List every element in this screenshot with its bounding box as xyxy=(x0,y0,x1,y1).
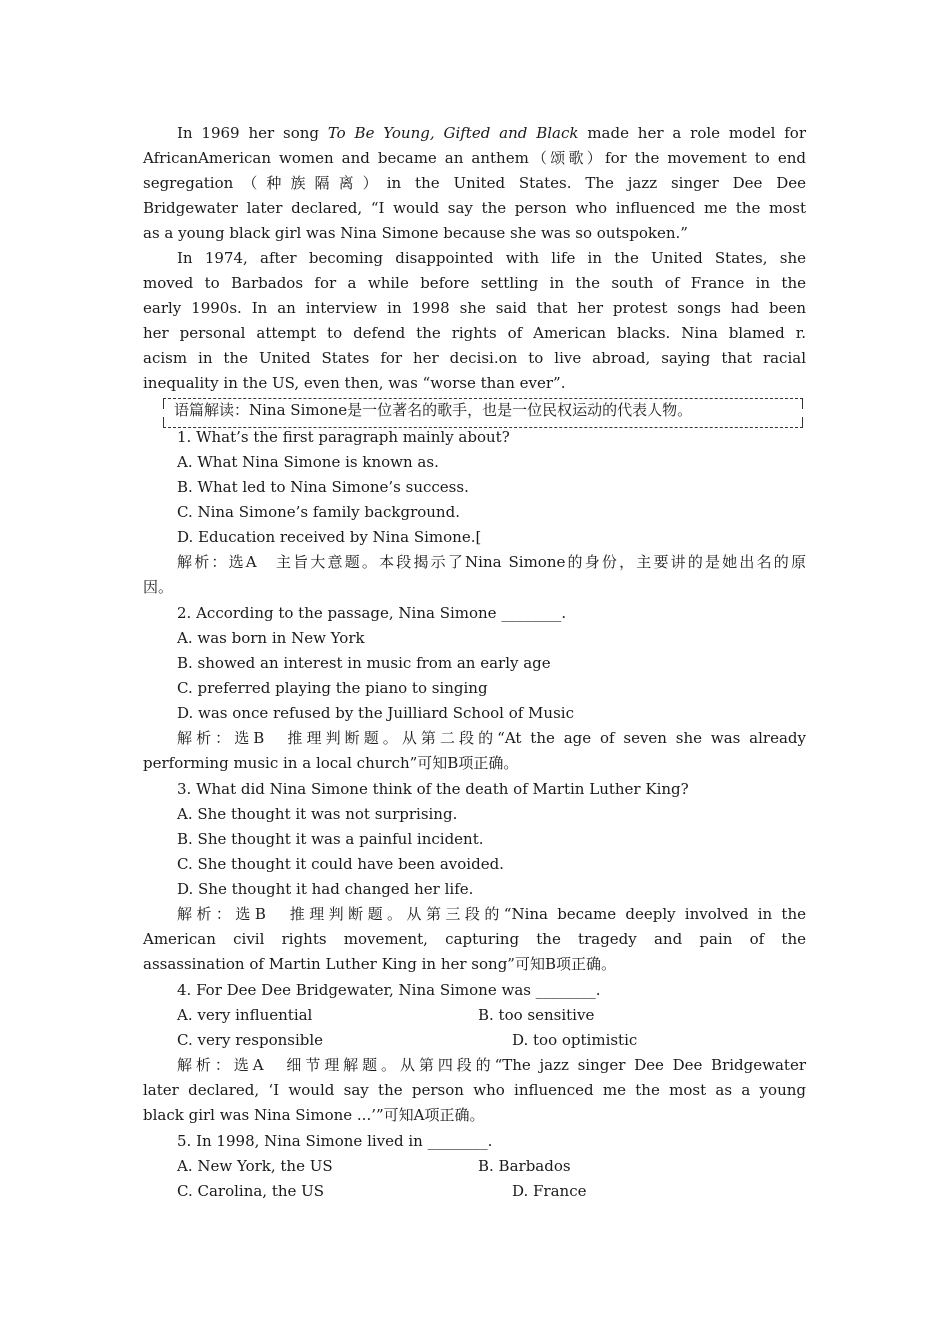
passage-p4-line-5: acism in the United States for her decisi.on to live abroad, saying that racial xyxy=(143,349,806,367)
question-1-analysis-line-2: 因。 xyxy=(143,578,174,596)
question-4-option-c: C. very responsible xyxy=(177,1031,324,1049)
passage-p4-line-3: early 1990s. In an interview in 1998 she said that her protest songs had been xyxy=(143,299,806,317)
passage-p3-line-3: segregation（种族隔离）in the United States. The jazz singer Dee Dee xyxy=(143,174,806,192)
question-4-option-a: A. very influential xyxy=(177,1006,313,1024)
passage-p3-line-2: AfricanAmerican women and became an anthem（颂歌）for the movement to end xyxy=(143,149,806,167)
question-2-option-a: A. was born in New York xyxy=(177,629,365,647)
passage-p4-line-2: moved to Barbados for a while before settling in the south of France in the xyxy=(143,274,806,292)
question-4-option-b: B. too sensitive xyxy=(478,1006,595,1024)
question-3-option-a: A. She thought it was not surprising. xyxy=(177,805,458,823)
question-3-analysis-line-2: American civil rights movement, capturing the tragedy and pain of the xyxy=(143,930,806,948)
question-3-analysis-line-1: 解析：选B 推理判断题。从第三段的“Nina became deeply involved in the xyxy=(177,905,806,923)
question-5-option-c: C. Carolina, the US xyxy=(177,1182,325,1200)
question-2-option-b: B. showed an interest in music from an early age xyxy=(177,654,551,672)
passage-p3-line-1: In 1969 her song To Be Young, Gifted and Black made her a role model for xyxy=(177,124,806,142)
question-3-option-c: C. She thought it could have been avoided. xyxy=(177,855,504,873)
question-2-option-c: C. preferred playing the piano to singing xyxy=(177,679,488,697)
question-4-analysis-line-1: 解析：选A 细节理解题。从第四段的“The jazz singer Dee Dee Bridgewater xyxy=(177,1056,806,1074)
question-1-option-a: A. What Nina Simone is known as. xyxy=(177,453,439,471)
question-2-option-d: D. was once refused by the Juilliard School of Music xyxy=(177,704,574,722)
question-1-analysis-line-1: 解析：选A 主旨大意题。本段揭示了Nina Simone的身份，主要讲的是她出名的原 xyxy=(177,553,806,571)
question-1-option-c: C. Nina Simone’s family background. xyxy=(177,503,460,521)
passage-p4-line-4: her personal attempt to defend the rights of American blacks. Nina blamed r. xyxy=(143,324,806,342)
question-2-analysis-line-1: 解析：选B 推理判断题。从第二段的“At the age of seven she was already xyxy=(177,729,806,747)
question-1-option-b: B. What led to Nina Simone’s success. xyxy=(177,478,469,496)
question-2-analysis-line-2: performing music in a local church”可知B项正确。 xyxy=(143,754,519,772)
question-5-option-d: D. France xyxy=(512,1182,587,1200)
question-4-analysis-line-3: black girl was Nina Simone ...’”可知A项正确。 xyxy=(143,1106,485,1124)
question-1-option-d: D. Education received by Nina Simone.[ xyxy=(177,528,482,546)
question-2-stem: 2. According to the passage, Nina Simone ________. xyxy=(177,604,567,622)
passage-p3-line-4: Bridgewater later declared, “I would say the person who influenced me the most xyxy=(143,199,806,217)
question-4-stem: 4. For Dee Dee Bridgewater, Nina Simone was ________. xyxy=(177,981,601,999)
summary-box-text: 语篇解读：Nina Simone是一位著名的歌手，也是一位民权运动的代表人物。 xyxy=(174,401,693,419)
question-5-option-b: B. Barbados xyxy=(478,1157,571,1175)
question-3-analysis-line-3: assassination of Martin Luther King in her song”可知B项正确。 xyxy=(143,955,616,973)
question-4-analysis-line-2: later declared, ‘I would say the person who influenced me the most as a young xyxy=(143,1081,806,1099)
question-3-option-d: D. She thought it had changed her life. xyxy=(177,880,474,898)
question-1-stem: 1. What’s the first paragraph mainly about? xyxy=(177,428,510,446)
passage-p3-line-5: as a young black girl was Nina Simone because she was so outspoken.” xyxy=(143,224,688,242)
song-title: To Be Young, Gifted and Black xyxy=(327,124,579,142)
question-3-option-b: B. She thought it was a painful incident. xyxy=(177,830,484,848)
question-5-option-a: A. New York, the US xyxy=(177,1157,333,1175)
question-5-stem: 5. In 1998, Nina Simone lived in ________. xyxy=(177,1132,493,1150)
passage-p4-line-6: inequality in the US, even then, was “worse than ever”. xyxy=(143,374,566,392)
passage-p4-line-1: In 1974, after becoming disappointed with life in the United States, she xyxy=(177,249,806,267)
question-3-stem: 3. What did Nina Simone think of the death of Martin Luther King? xyxy=(177,780,689,798)
question-4-option-d: D. too optimistic xyxy=(512,1031,638,1049)
